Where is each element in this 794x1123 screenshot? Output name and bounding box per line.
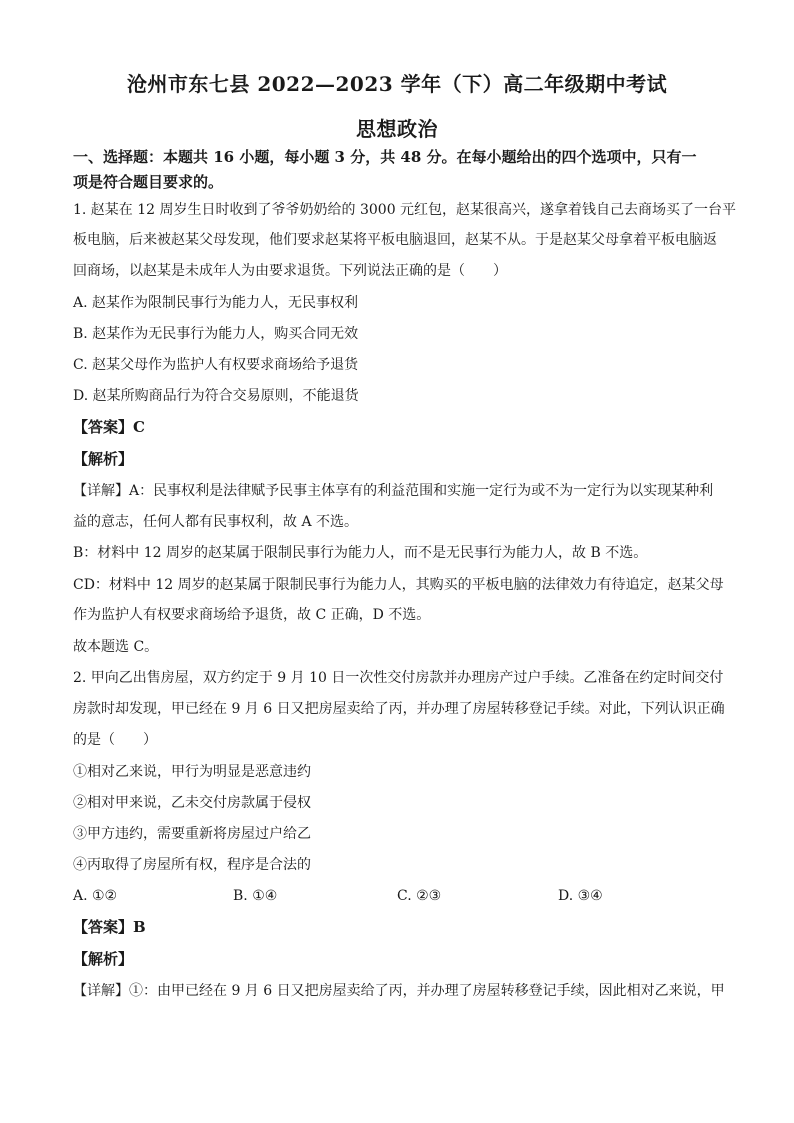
q1-detail-line1: 【详解】A：民事权利是法律赋予民事主体享有的利益范围和实施一定行为或不为一定行为以实现某种利 [73, 483, 714, 499]
q1-answer: 【答案】C [73, 418, 145, 436]
q1-detail-line2: 益的意志，任何人都有民事权利，故 A 不选。 [73, 514, 359, 530]
q1-analysis-label: 【解析】 [73, 450, 134, 468]
subject-title: 思想政治 [356, 117, 438, 141]
q2-detail-line1: 【详解】①：由甲已经在 9 月 6 日又把房屋卖给了丙，并办理了房屋转移登记手续，因此相对乙来说，甲 [73, 983, 725, 999]
q2-option-a: A. ①② [73, 888, 118, 904]
q1-detail-line4: CD：材料中 12 周岁的赵某属于限制民事行为能力人，其购买的平板电脑的法律效力有待追定，赵某父母 [73, 577, 724, 593]
q1-detail-line3: B：材料中 12 周岁的赵某属于限制民事行为能力人，而不是无民事行为能力人，故 B 不选。 [73, 545, 648, 561]
q2-item3: ③甲方违约，需要重新将房屋过户给乙 [73, 826, 311, 842]
q2-item2: ②相对甲来说，乙未交付房款属于侵权 [73, 795, 311, 811]
q1-option-d: D. 赵某所购商品行为符合交易原则，不能退货 [73, 388, 359, 404]
q2-option-d: D. ③④ [558, 888, 603, 904]
q1-stem-line1: 1. 赵某在 12 周岁生日时收到了爷爷奶奶给的 3000 元红包，赵某很高兴，遂拿着钱自己去商场买了一台平 [73, 202, 737, 218]
section-heading-line2: 项是符合题目要求的。 [73, 173, 224, 191]
q1-detail-line5: 作为监护人有权要求商场给予退货，故 C 正确，D 不选。 [73, 607, 431, 623]
section-heading-line1: 一、选择题：本题共 16 小题，每小题 3 分，共 48 分。在每小题给出的四个选项中，只有一 [73, 148, 697, 166]
q1-detail-line6: 故本题选 C。 [73, 639, 159, 655]
q2-option-c: C. ②③ [397, 888, 442, 904]
q1-option-b: B. 赵某作为无民事行为能力人，购买合同无效 [73, 326, 359, 342]
exam-title: 沧州市东七县 2022—2023 学年（下）高二年级期中考试 [126, 72, 668, 96]
q2-item4: ④丙取得了房屋所有权，程序是合法的 [73, 857, 311, 873]
q1-option-c: C. 赵某父母作为监护人有权要求商场给予退货 [73, 357, 359, 373]
q1-option-a: A. 赵某作为限制民事行为能力人，无民事权利 [73, 295, 359, 311]
q2-item1: ①相对乙来说，甲行为明显是恶意违约 [73, 764, 311, 780]
q2-option-b: B. ①④ [233, 888, 278, 904]
q1-stem-line2: 板电脑，后来被赵某父母发现，他们要求赵某将平板电脑退回，赵某不从。于是赵某父母拿着平板电脑返 [73, 232, 717, 248]
q2-stem-line3: 的是（ ） [73, 732, 157, 748]
q2-answer: 【答案】B [73, 918, 146, 936]
q2-analysis-label: 【解析】 [73, 950, 134, 968]
q2-stem-line1: 2. 甲向乙出售房屋，双方约定于 9 月 10 日一次性交付房款并办理房产过户手续。乙准备在约定时间交付 [73, 670, 724, 686]
q2-stem-line2: 房款时却发现，甲已经在 9 月 6 日又把房屋卖给了丙，并办理了房屋转移登记手续。对此，下列认识正确 [73, 701, 725, 717]
q1-stem-line3: 回商场，以赵某是未成年人为由要求退货。下列说法正确的是（ ） [73, 263, 507, 279]
